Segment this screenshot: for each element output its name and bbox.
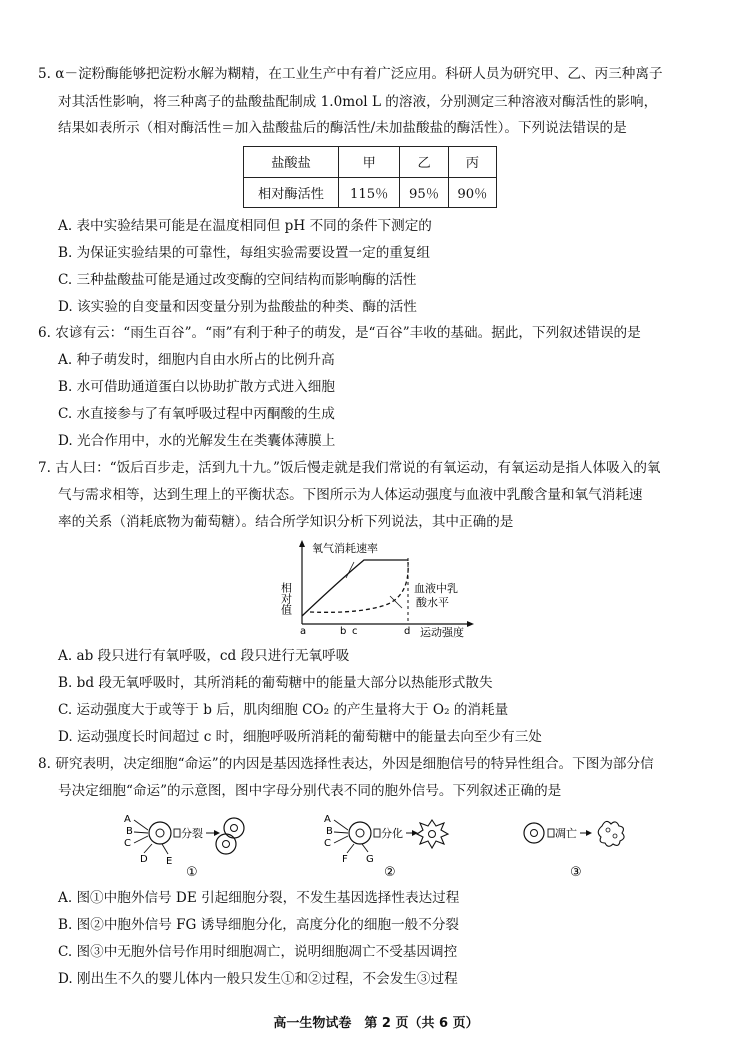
process-label: 分裂 [181,827,203,840]
x-axis-label: 运动强度 [420,626,464,639]
q5-option-d[interactable]: D. 该实验的自变量和因变量分别为盐酸盐的种类、酶的活性 [58,299,417,315]
q7-stem-line-3: 率的关系（消耗底物为葡萄糖）。结合所学知识分析下列说法，其中正确的是 [58,514,514,530]
q5-result-table [243,146,497,208]
q6-stem-line-1: 6. 农谚有云：“雨生百谷”。“雨”有利于种子的萌发，是“百谷”丰收的基础。据此，下列叙述错误的是 [38,325,641,341]
daughter-cell-icon [216,834,236,854]
lactic-acid-curve [310,562,408,612]
q8-figure-3-apoptosis [520,808,636,880]
table-cell: 115％ [339,177,400,208]
q5-stem-line-1: 5. α－淀粉酶能够把淀粉水解为糊精，在工业生产中有着广泛应用。科研人员为研究甲、乙、丙三种离子 [38,66,663,82]
signal-e: E [166,856,173,867]
table-cell: 相对酶活性 [244,177,339,208]
x-tick-b: b [340,626,347,637]
figure-number: ② [384,865,396,880]
q5-option-a[interactable]: A. 表中实验结果可能是在温度相同但 pH 不同的条件下测定的 [58,218,432,234]
q6-option-c[interactable]: C. 水直接参与了有氧呼吸过程中丙酮酸的生成 [58,406,335,422]
q8-stem-line-1: 8. 研究表明，决定细胞“命运”的内因是基因选择性表达，外因是细胞信号的特异性组合。下图为部分信 [38,756,654,772]
daughter-cell-icon [224,818,244,838]
process-label: 凋亡 [555,827,577,840]
signal-g: G [366,854,374,865]
arrow-tail-icon [548,829,554,837]
x-axis-arrow [467,621,474,627]
signal-c: C [324,838,331,849]
q6-option-b[interactable]: B. 水可借助通道蛋白以协助扩散方式进入细胞 [58,379,335,395]
x-tick-a: a [300,626,307,637]
q7-graph [280,538,480,640]
signal-a: A [124,814,131,825]
q8-option-d[interactable]: D. 刚出生不久的婴儿体内一般只发生①和②过程，不会发生③过程 [58,971,458,987]
q8-option-a[interactable]: A. 图①中胞外信号 DE 引起细胞分裂，不发生基因选择性表达过程 [58,890,460,906]
figure-number: ① [186,865,198,880]
q8-stem-line-2: 号决定细胞“命运”的示意图，图中字母分别代表不同的胞外信号。下列叙述正确的是 [58,783,562,799]
cell-icon [349,822,371,844]
q7-option-b[interactable]: B. bd 段无氧呼吸时，其所消耗的葡萄糖中的能量大部分以热能形式散失 [58,675,493,691]
x-tick-c: c [352,626,358,637]
q7-stem-line-1: 7. 古人曰：“饭后百步走，活到九十九。”饭后慢走就是我们常说的有氧运动，有氧运动是指人体吸入的氧 [38,460,661,476]
table-cell: 90％ [448,177,496,208]
oxygen-consumption-curve [302,560,408,616]
table-header-row [244,147,497,178]
signal-d: D [140,854,148,865]
q5-stem-line-3: 结果如表所示（相对酶活性＝加入盐酸盐后的酶活性/未加盐酸盐的酶活性）。下列说法错误的是 [58,120,627,136]
figure-number: ③ [570,865,582,880]
nucleus-icon [156,829,164,837]
nucleus-icon [531,830,538,837]
table-cell: 乙 [400,147,448,178]
lactic-curve-label-2: 酸水平 [416,596,449,609]
table-cell: 盐酸盐 [244,147,339,178]
lactic-label-pointer [390,596,402,608]
q5-stem-line-2: 对其活性影响，将三种离子的盐酸盐配制成 1.0mol L 的溶液，分别测定三种溶液对酶活性的影响， [58,94,658,110]
q6-option-d[interactable]: D. 光合作用中，水的光解发生在类囊体薄膜上 [58,433,336,449]
q8-option-b[interactable]: B. 图②中胞外信号 FG 诱导细胞分化，高度分化的细胞一般不分裂 [58,917,460,933]
table-cell: 甲 [339,147,400,178]
q7-option-c[interactable]: C. 运动强度大于或等于 b 后，肌肉细胞 CO₂ 的产生量将大于 O₂ 的消耗量 [58,702,509,718]
q5-option-b[interactable]: B. 为保证实验结果的可靠性，每组实验需要设置一定的重复组 [58,245,431,261]
y-axis-label: 相对值 [280,582,293,615]
cell-icon [149,822,171,844]
q8-option-c[interactable]: C. 图③中无胞外信号作用时细胞凋亡，说明细胞凋亡不受基因调控 [58,944,458,960]
x-tick-d: d [404,626,411,637]
cell-icon [524,823,544,843]
signal-a: A [324,814,331,825]
arrow-tail-icon [174,829,180,837]
signal-b: B [326,826,333,837]
signal-c: C [124,838,131,849]
nucleus-icon [356,829,364,837]
q7-option-d[interactable]: D. 运动强度长时间超过 c 时，细胞呼吸所消耗的葡萄糖中的能量去向至少有三处 [58,729,542,745]
differentiated-cell-icon [417,820,448,848]
q6-option-a[interactable]: A. 种子萌发时，细胞内自由水所占的比例升高 [58,352,335,368]
signal-f: F [342,854,348,865]
oxygen-curve-label: 氧气消耗速率 [312,542,378,555]
q7-stem-line-2: 气与需求相等，达到生理上的平衡状态。下图所示为人体运动强度与血液中乳酸含量和氧气消耗速 [58,487,643,503]
apoptotic-cell-icon [598,821,624,846]
signal-b: B [126,826,133,837]
page-footer: 高一生物试卷 第 2 页（共 6 页） [273,1016,479,1031]
table-row [244,177,497,208]
q5-option-c[interactable]: C. 三种盐酸盐可能是通过改变酶的空间结构而影响酶的活性 [58,272,417,288]
table-cell: 丙 [448,147,496,178]
q8-figure-1-division [122,808,262,880]
lactic-curve-label-1: 血液中乳 [414,582,458,595]
table-cell: 95％ [400,177,448,208]
process-label: 分化 [381,827,403,840]
q7-option-a[interactable]: A. ab 段只进行有氧呼吸，cd 段只进行无氧呼吸 [58,648,350,664]
arrow-tail-icon [374,829,380,837]
y-axis-arrow [299,540,305,547]
q8-figure-2-differentiation [322,808,462,880]
